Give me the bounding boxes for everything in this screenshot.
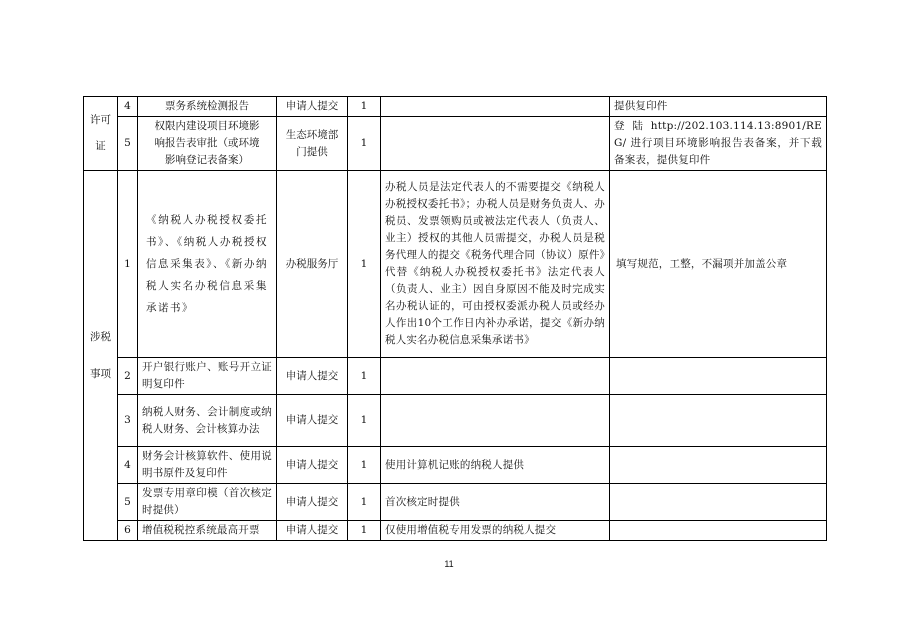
material-source: 生态环境部门提供 — [277, 117, 348, 171]
requirement-text — [610, 395, 827, 447]
material-name: 纳税人财务、会计制度或纳税人财务、会计核算办法 — [138, 395, 277, 447]
row-number: 5 — [118, 484, 138, 521]
row-number: 4 — [118, 447, 138, 484]
material-source: 申请人提交 — [277, 97, 348, 117]
material-name: 《纳税人办税授权委托书》、《纳税人办税授权信息采集表》、《新办纳税人实名办税信息采集承诺书》 — [138, 171, 277, 358]
row-number: 4 — [118, 97, 138, 117]
row-number: 2 — [118, 358, 138, 395]
copies-count: 1 — [348, 395, 381, 447]
category-label-line: 涉税 — [90, 330, 111, 343]
requirement-text: 提供复印件 — [610, 97, 827, 117]
table-row — [84, 395, 827, 447]
table-row — [84, 171, 827, 358]
material-source: 申请人提交 — [277, 484, 348, 521]
condition-text — [381, 117, 610, 171]
copies-count: 1 — [348, 171, 381, 358]
row-number: 3 — [118, 395, 138, 447]
material-source: 申请人提交 — [277, 395, 348, 447]
table-row — [84, 97, 827, 117]
row-number: 6 — [118, 521, 138, 541]
table-row — [84, 521, 827, 541]
copies-count: 1 — [348, 521, 381, 541]
materials-table — [83, 96, 827, 541]
requirement-text: 填写规范，工整，不漏项并加盖公章 — [610, 171, 827, 358]
material-source: 办税服务厅 — [277, 171, 348, 358]
condition-text: 办税人员是法定代表人的不需要提交《纳税人办税授权委托书》；办税人员是财务负责人、办税员、发票领购员或被法定代表人（负责人、业主）授权的其他人员需提交，办税人员是税务代理人的提交《税务代理合同（协议）原件》代替《纳税人办税授权委托书》法定代表人（负责人、业主）因自身原因不能及时完成实名办税认证的，可由授权委派办税人员或经办人作出10个工作日内补办承诺，提交《新办纳税人实名办税信息采集承诺书》 — [381, 171, 610, 358]
material-name: 增值税税控系统最高开票 — [138, 521, 277, 541]
material-source: 申请人提交 — [277, 521, 348, 541]
category-label-line: 许可 — [90, 114, 111, 126]
row-number: 5 — [118, 117, 138, 171]
material-name: 发票专用章印模（首次核定时提供） — [138, 484, 277, 521]
material-name: 权限内建设项目环境影响报告表审批（或环境影响登记表备案） — [138, 117, 277, 171]
material-source: 申请人提交 — [277, 447, 348, 484]
table-row — [84, 447, 827, 484]
requirement-text — [610, 484, 827, 521]
row-number: 1 — [118, 171, 138, 358]
material-name: 开户银行账户、账号开立证明复印件 — [138, 358, 277, 395]
condition-text: 仅使用增值税专用发票的纳税人提交 — [381, 521, 610, 541]
copies-count: 1 — [348, 484, 381, 521]
category-cell-license — [84, 97, 118, 171]
category-label-line: 事项 — [90, 367, 111, 380]
condition-text: 使用计算机记账的纳税人提供 — [381, 447, 610, 484]
requirement-text: 登 陆 http://202.103.114.13:8901/REG/ 进行项目环境影响报告表备案，并下载备案表，提供复印件 — [610, 117, 827, 171]
material-name: 财务会计核算软件、使用说明书原件及复印件 — [138, 447, 277, 484]
table-row — [84, 484, 827, 521]
copies-count: 1 — [348, 358, 381, 395]
copies-count: 1 — [348, 97, 381, 117]
condition-text — [381, 97, 610, 117]
material-name: 票务系统检测报告 — [138, 97, 277, 117]
table-row — [84, 117, 827, 171]
requirement-text — [610, 447, 827, 484]
category-label-line: 证 — [95, 140, 106, 152]
material-source: 申请人提交 — [277, 358, 348, 395]
category-cell-tax — [84, 171, 118, 541]
page-number: 11 — [444, 559, 454, 569]
table-row — [84, 358, 827, 395]
copies-count: 1 — [348, 117, 381, 171]
condition-text — [381, 395, 610, 447]
condition-text: 首次核定时提供 — [381, 484, 610, 521]
requirement-text — [610, 521, 827, 541]
requirement-text — [610, 358, 827, 395]
copies-count: 1 — [348, 447, 381, 484]
condition-text — [381, 358, 610, 395]
